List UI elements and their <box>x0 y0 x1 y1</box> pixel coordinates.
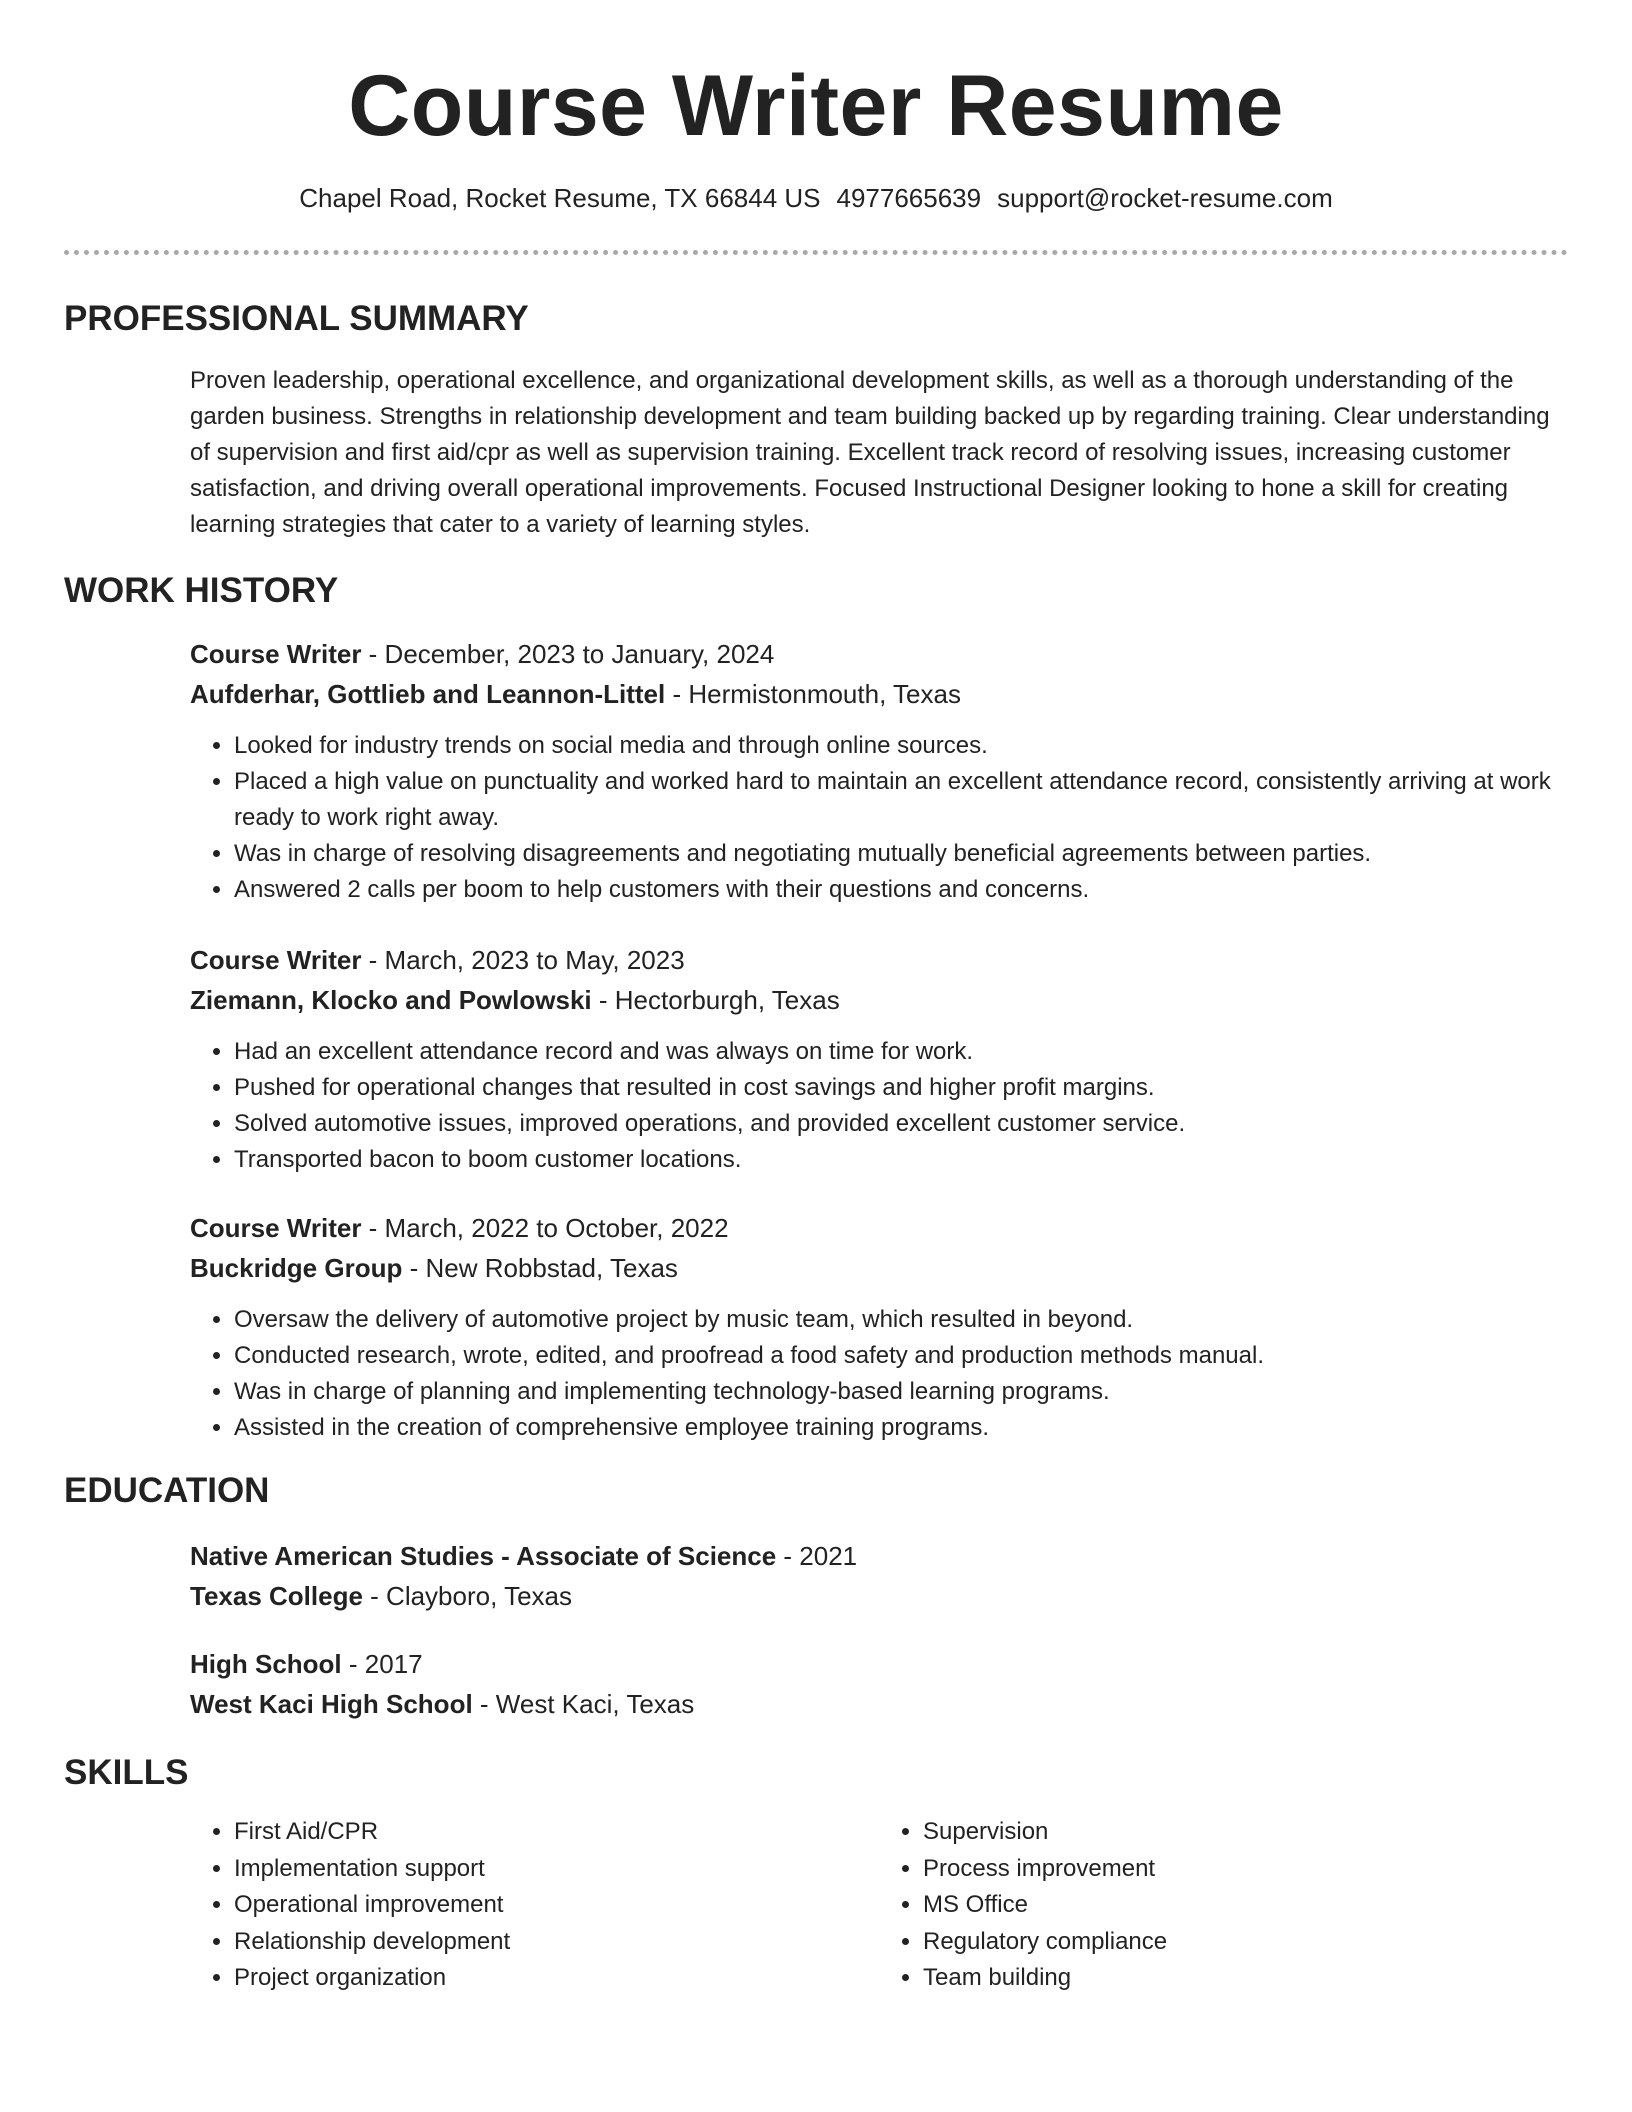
list-item: • Oversaw the delivery of automotive project by music team, which resulted in beyond. <box>234 1302 1568 1338</box>
job-dates: - March, 2022 to October, 2022 <box>361 1213 729 1243</box>
contact-line <box>64 180 1568 216</box>
job-title-line <box>190 1210 1568 1250</box>
list-item: • Was in charge of planning and implementing technology-based learning programs. <box>234 1374 1568 1410</box>
job-entry <box>190 1210 1568 1446</box>
education-heading: EDUCATION <box>64 1471 270 1510</box>
skill-item: • Team building <box>923 1960 1568 1997</box>
education-degree-line <box>190 1646 1568 1686</box>
skills-column-right <box>879 1814 1568 1997</box>
summary-heading: PROFESSIONAL SUMMARY <box>64 299 529 338</box>
education-entry <box>190 1538 1568 1618</box>
contact-phone: 4977665639 <box>836 183 982 213</box>
list-item: • Transported bacon to boom customer locations. <box>234 1142 1568 1178</box>
job-bullets <box>190 728 1568 908</box>
list-item: • Looked for industry trends on social media and through online sources. <box>234 728 1568 764</box>
skill-item: • Process improvement <box>923 1851 1568 1888</box>
list-item: • Solved automotive issues, improved operations, and provided excellent customer service. <box>234 1106 1568 1142</box>
list-item: • Answered 2 calls per boom to help customers with their questions and concerns. <box>234 872 1568 908</box>
skill-item: • Operational improvement <box>234 1887 879 1924</box>
education-location: - Clayboro, Texas <box>362 1581 572 1611</box>
skill-item: • First Aid/CPR <box>234 1814 879 1851</box>
summary-text: Proven leadership, operational excellence, and organizational development skills, as well as a thorough understanding of the garden business. Strengths in relationship development and team building backed up by regarding training. Clear understanding of supervision and first aid/cpr as well as supervision training. Excellent track record of resolving issues, increasing customer satisfaction, and driving overall operational improvements. Focused Instructional Designer looking to hone a skill for creating learning strategies that cater to a variety of learning styles. <box>190 367 1550 538</box>
education-degree-line <box>190 1538 1568 1578</box>
list-item: • Was in charge of resolving disagreements and negotiating mutually beneficial agreements between parties. <box>234 836 1568 872</box>
skill-item: • Supervision <box>923 1814 1568 1851</box>
education-school-line <box>190 1686 1568 1726</box>
job-company-line <box>190 676 1568 716</box>
skills-heading: SKILLS <box>64 1753 189 1792</box>
job-location: - New Robbstad, Texas <box>402 1253 678 1283</box>
job-company: Aufderhar, Gottlieb and Leannon-Littel <box>190 679 666 709</box>
list-item: • Conducted research, wrote, edited, and proofread a food safety and production methods manual. <box>234 1338 1568 1374</box>
work-heading: WORK HISTORY <box>64 571 339 610</box>
skill-item: • MS Office <box>923 1887 1568 1924</box>
job-location: - Hectorburgh, Texas <box>591 985 840 1015</box>
job-title: Course Writer <box>190 1213 362 1243</box>
job-dates: - December, 2023 to January, 2024 <box>361 639 775 669</box>
education-degree: High School <box>190 1649 342 1679</box>
job-title: Course Writer <box>190 639 362 669</box>
skill-item: • Implementation support <box>234 1851 879 1888</box>
job-company: Buckridge Group <box>190 1253 403 1283</box>
skill-item: • Regulatory compliance <box>923 1924 1568 1961</box>
education-school: West Kaci High School <box>190 1689 473 1719</box>
job-location: - Hermistonmouth, Texas <box>665 679 961 709</box>
job-bullets <box>190 1034 1568 1178</box>
job-title-line <box>190 942 1568 982</box>
education-year: - 2017 <box>341 1649 423 1679</box>
job-company: Ziemann, Klocko and Powlowski <box>190 985 592 1015</box>
job-company-line <box>190 982 1568 1022</box>
education-degree: Native American Studies - Associate of Science <box>190 1541 777 1571</box>
education-year: - 2021 <box>776 1541 858 1571</box>
skills-column-left <box>190 1814 879 1997</box>
list-item: • Pushed for operational changes that resulted in cost savings and higher profit margins. <box>234 1070 1568 1106</box>
list-item: • Placed a high value on punctuality and worked hard to maintain an excellent attendance record, consistently arriving at work ready to work right away. <box>234 764 1568 836</box>
contact-email: support@rocket-resume.com <box>997 183 1333 213</box>
summary-section <box>190 363 1568 543</box>
job-title-line <box>190 636 1568 676</box>
header-divider <box>64 250 1568 255</box>
job-company-line <box>190 1250 1568 1290</box>
job-entry <box>190 942 1568 1178</box>
skill-item: • Relationship development <box>234 1924 879 1961</box>
skills-list <box>190 1814 1568 1997</box>
education-entry <box>190 1646 1568 1726</box>
skill-item: • Project organization <box>234 1960 879 1997</box>
education-school-line <box>190 1578 1568 1618</box>
list-item: • Assisted in the creation of comprehensive employee training programs. <box>234 1410 1568 1446</box>
resume-title: Course Writer Resume <box>348 58 1284 154</box>
education-location: - West Kaci, Texas <box>472 1689 695 1719</box>
job-entry <box>190 636 1568 908</box>
job-bullets <box>190 1302 1568 1446</box>
contact-address: Chapel Road, Rocket Resume, TX 66844 US <box>299 183 821 213</box>
job-title: Course Writer <box>190 945 362 975</box>
job-dates: - March, 2023 to May, 2023 <box>361 945 685 975</box>
list-item: • Had an excellent attendance record and was always on time for work. <box>234 1034 1568 1070</box>
education-school: Texas College <box>190 1581 363 1611</box>
